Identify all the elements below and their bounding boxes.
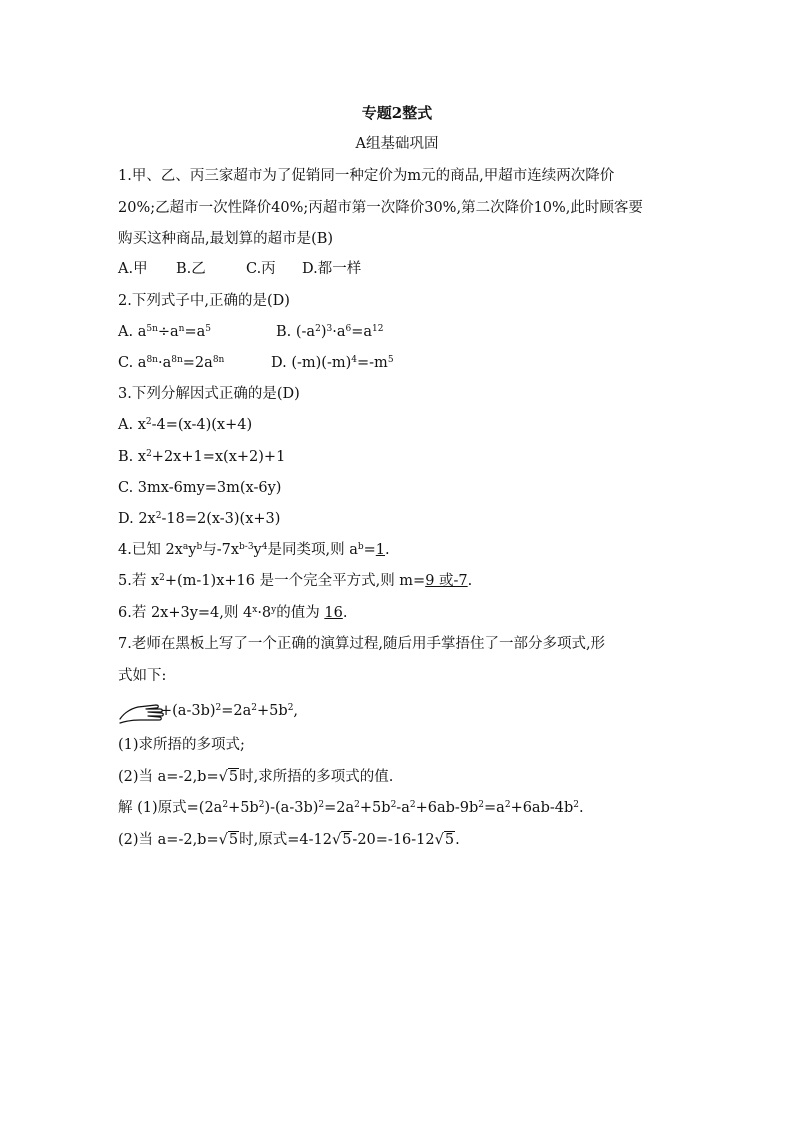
q1-options bbox=[118, 259, 361, 279]
q6-answer: 16 bbox=[324, 605, 343, 621]
q1-option-c: C.丙 bbox=[246, 261, 276, 277]
q1-option-d: D.都一样 bbox=[302, 261, 362, 277]
q3-option-a: A. $x^2-4=(x-4)(x+4)$ bbox=[118, 417, 253, 433]
q1-option-b: B.乙 bbox=[176, 261, 206, 277]
q3-option-c: C. 3mx-6my=3m(x-6y) bbox=[118, 480, 282, 496]
q2-stem: 2.下列式子中,正确的是(D) bbox=[118, 293, 290, 309]
q1-option-a: A.甲 bbox=[118, 261, 148, 277]
q3-option-b: B. $x^2+2x+1=x(x+2)+1$ bbox=[118, 449, 286, 465]
q1-line3: 购买这种商品,最划算的超市是(B) bbox=[118, 231, 334, 247]
q7-sub2: (2)当 a=-2,b=√5时,求所捂的多项式的值. bbox=[118, 769, 394, 785]
q1-line1: 1.甲、乙、丙三家超市为了促销同一种定价为m元的商品,甲超市连续两次降价 bbox=[118, 168, 615, 184]
q7-line2: 式如下: bbox=[118, 668, 167, 684]
q7-solution2: (2)当 a=-2,b=√5时,原式=4-12√5-20=-16-12√5. bbox=[118, 832, 460, 848]
q2-options-ab bbox=[118, 322, 383, 342]
q7-solution1: 解 (1)原式$=(2a^2+5b^2)-(a-3b)^2=2a^2+5b^2-a^2+6ab-9b^2=a^2+6ab-4b^2$. bbox=[118, 800, 584, 816]
q3-option-d: D. $2x^2-18=2(x-3)(x+3)$ bbox=[118, 511, 281, 527]
q2-option-c: C. $a^{8n}\cdot a^{8n}=2a^{8n}$ bbox=[118, 355, 225, 371]
q2-option-d: D. $(-m)(-m)^4=-m^5$ bbox=[271, 355, 394, 371]
sqrt-symbol: √5 bbox=[218, 769, 239, 785]
q2-options-cd bbox=[118, 353, 394, 373]
q5-answer: 9 或-7 bbox=[425, 573, 468, 589]
q4-answer: 1 bbox=[375, 542, 386, 558]
q7-expression: $+(a-3b)^2=2a^2+5b^2$, bbox=[160, 703, 299, 719]
page-title: 专题2整式 bbox=[361, 104, 433, 122]
hand-icon bbox=[118, 699, 166, 725]
q7-line1: 7.老师在黑板上写了一个正确的演算过程,随后用手掌捂住了一部分多项式,形 bbox=[118, 636, 606, 652]
q5-line: 5.若 $x^2+(m-1)x+16$ 是一个完全平方式,则 m=9 或-7. bbox=[118, 573, 473, 589]
q4-line: 4.已知 $2x^ay^b$与$-7x^{b-3}y^4$是同类项,则 $a^b=1$. bbox=[118, 542, 390, 558]
q6-line: 6.若 2x+3y=4,则 $4^x\cdot 8^y$的值为 16. bbox=[118, 605, 348, 621]
q2-option-a: A. $a^{5n}\div a^n=a^5$ bbox=[118, 324, 211, 340]
section-subtitle: A组基础巩固 bbox=[355, 136, 439, 152]
q3-stem: 3.下列分解因式正确的是(D) bbox=[118, 386, 300, 402]
q7-sub1: (1)求所捂的多项式; bbox=[118, 737, 245, 753]
q2-option-b: B. $(-a^2)^3\cdot a^6=a^{12}$ bbox=[276, 324, 384, 340]
q1-line2: 20%;乙超市一次性降价40%;丙超市第一次降价30%,第二次降价10%,此时顾客要 bbox=[118, 200, 643, 216]
